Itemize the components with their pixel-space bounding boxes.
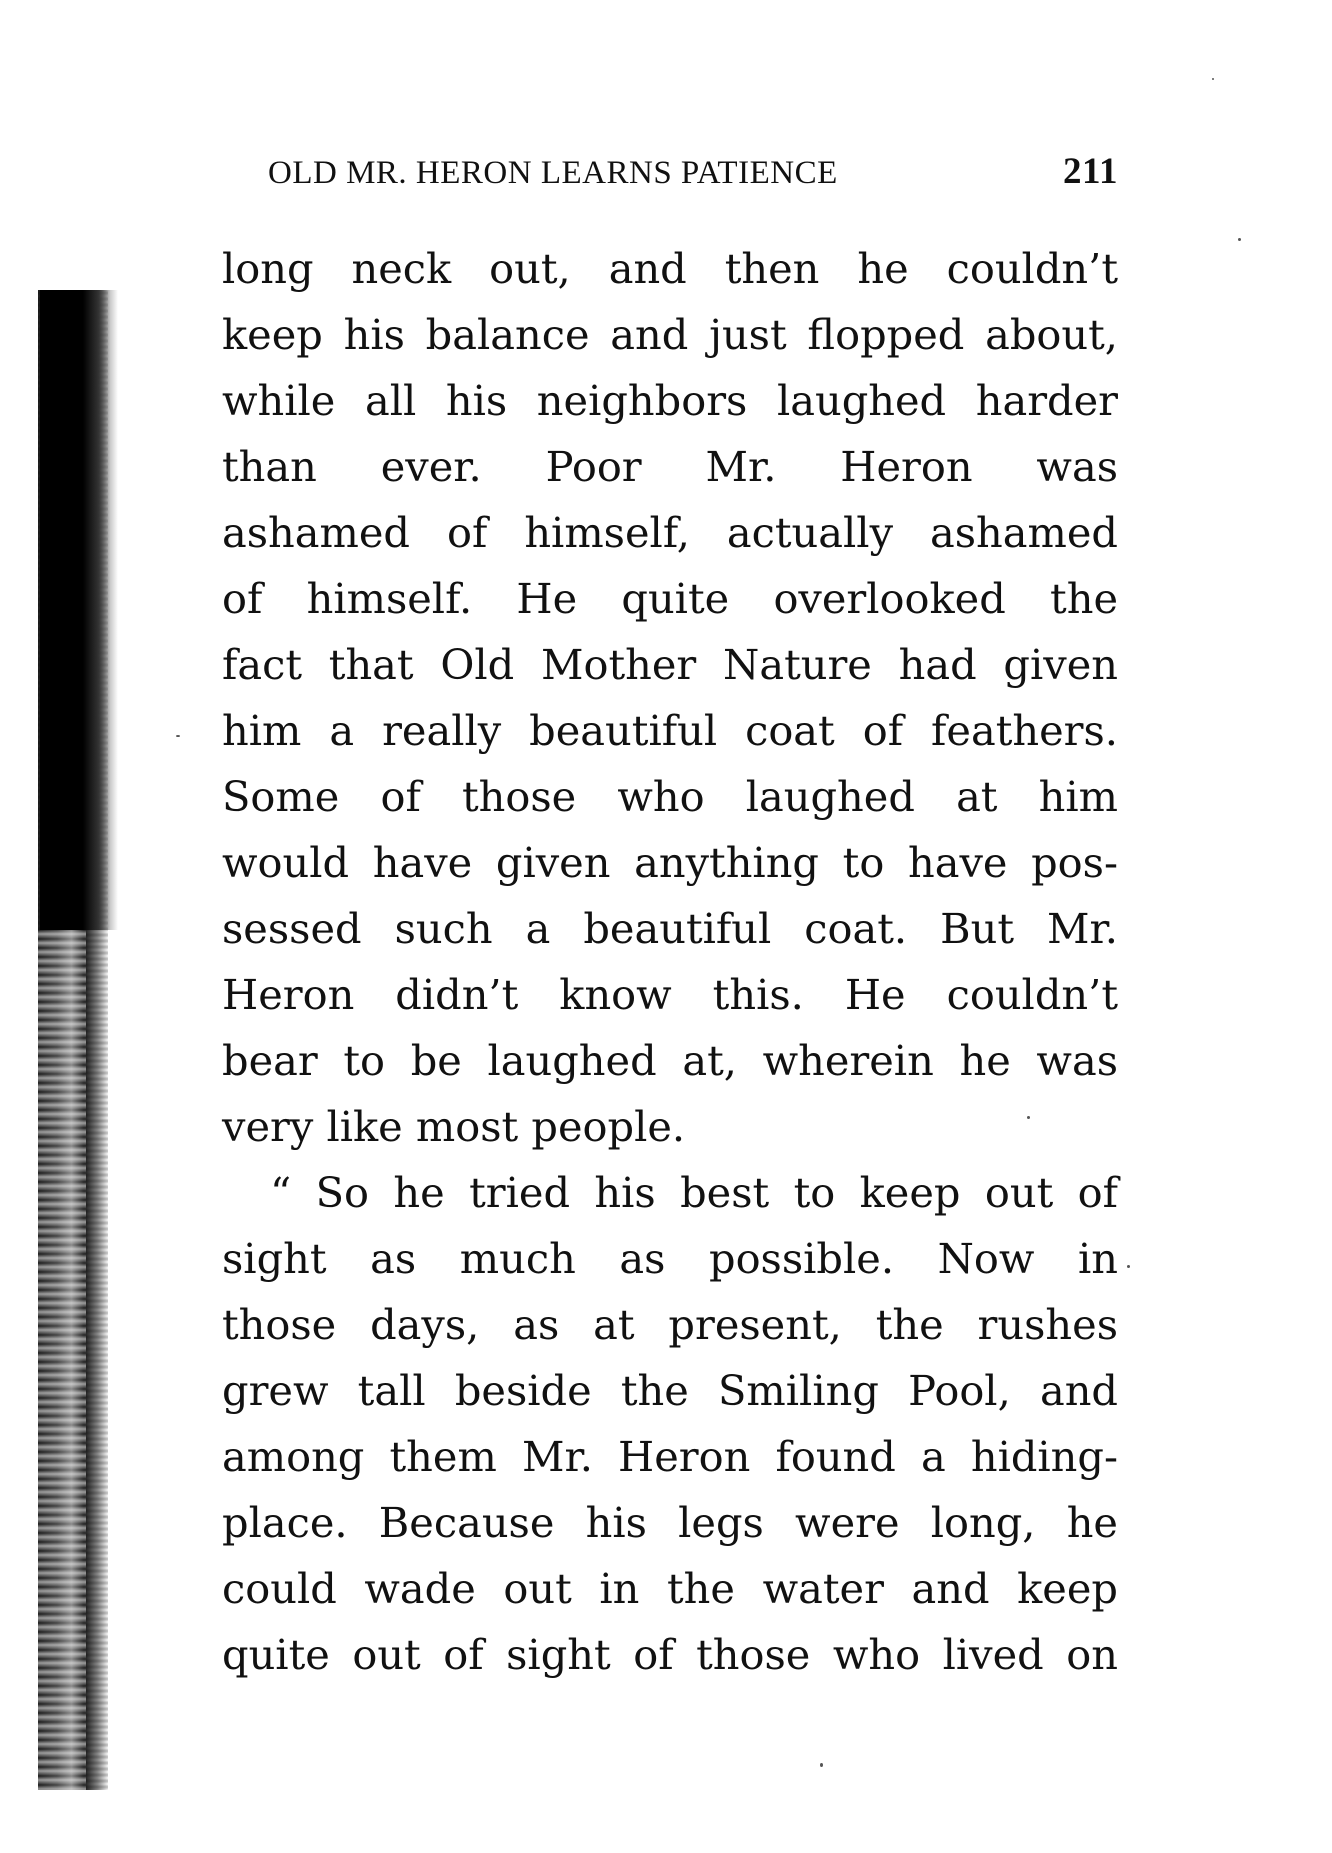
- scan-speck: [1127, 1265, 1130, 1268]
- scan-speck: [820, 1763, 823, 1767]
- text-line: “ So he tried his best to keep out of: [270, 1168, 1118, 1217]
- text-line: grew tall beside the Smiling Pool, and: [222, 1366, 1118, 1415]
- text-line: Some of those who laughed at him: [222, 772, 1118, 821]
- text-line: of himself. He quite overlooked the: [222, 574, 1118, 623]
- text-line: him a really beautiful coat of feathers.: [222, 706, 1118, 755]
- scan-gutter-shadow-lower: [38, 930, 86, 1790]
- page-number: 211: [1063, 151, 1118, 192]
- text-line: bear to be laughed at, wherein he was: [222, 1036, 1118, 1085]
- text-line: those days, as at present, the rushes: [222, 1300, 1118, 1349]
- text-line: very like most people.: [222, 1102, 686, 1151]
- text-line: long neck out, and then he couldn’t: [222, 244, 1118, 293]
- text-line: place. Because his legs were long, he: [222, 1498, 1118, 1547]
- text-line: fact that Old Mother Nature had given: [222, 640, 1118, 689]
- scan-speck: [176, 735, 180, 737]
- scan-speck: [1238, 238, 1241, 241]
- text-line: among them Mr. Heron found a hiding-: [222, 1432, 1118, 1481]
- scan-speck: [1212, 78, 1214, 80]
- running-head: [268, 150, 1118, 194]
- text-line: than ever. Poor Mr. Heron was: [222, 442, 1118, 491]
- running-head-title: OLD MR. HERON LEARNS PATIENCE: [268, 155, 838, 191]
- text-line: sessed such a beautiful coat. But Mr.: [222, 904, 1118, 953]
- body-text: [222, 236, 1118, 1688]
- scan-speck: [1027, 1116, 1030, 1119]
- text-line: could wade out in the water and keep: [222, 1564, 1118, 1613]
- text-line: while all his neighbors laughed harder: [222, 376, 1118, 425]
- text-line: would have given anything to have pos-: [222, 838, 1118, 887]
- text-line: quite out of sight of those who lived on: [222, 1630, 1118, 1679]
- scan-gutter-shadow-upper: [40, 290, 118, 930]
- text-line: Heron didn’t know this. He couldn’t: [222, 970, 1118, 1019]
- paragraph: [222, 1160, 1118, 1688]
- text-line: sight as much as possible. Now in: [222, 1234, 1118, 1283]
- text-line: ashamed of himself, actually ashamed: [222, 508, 1118, 557]
- text-line: keep his balance and just flopped about,: [222, 310, 1118, 359]
- paragraph: [222, 236, 1118, 1160]
